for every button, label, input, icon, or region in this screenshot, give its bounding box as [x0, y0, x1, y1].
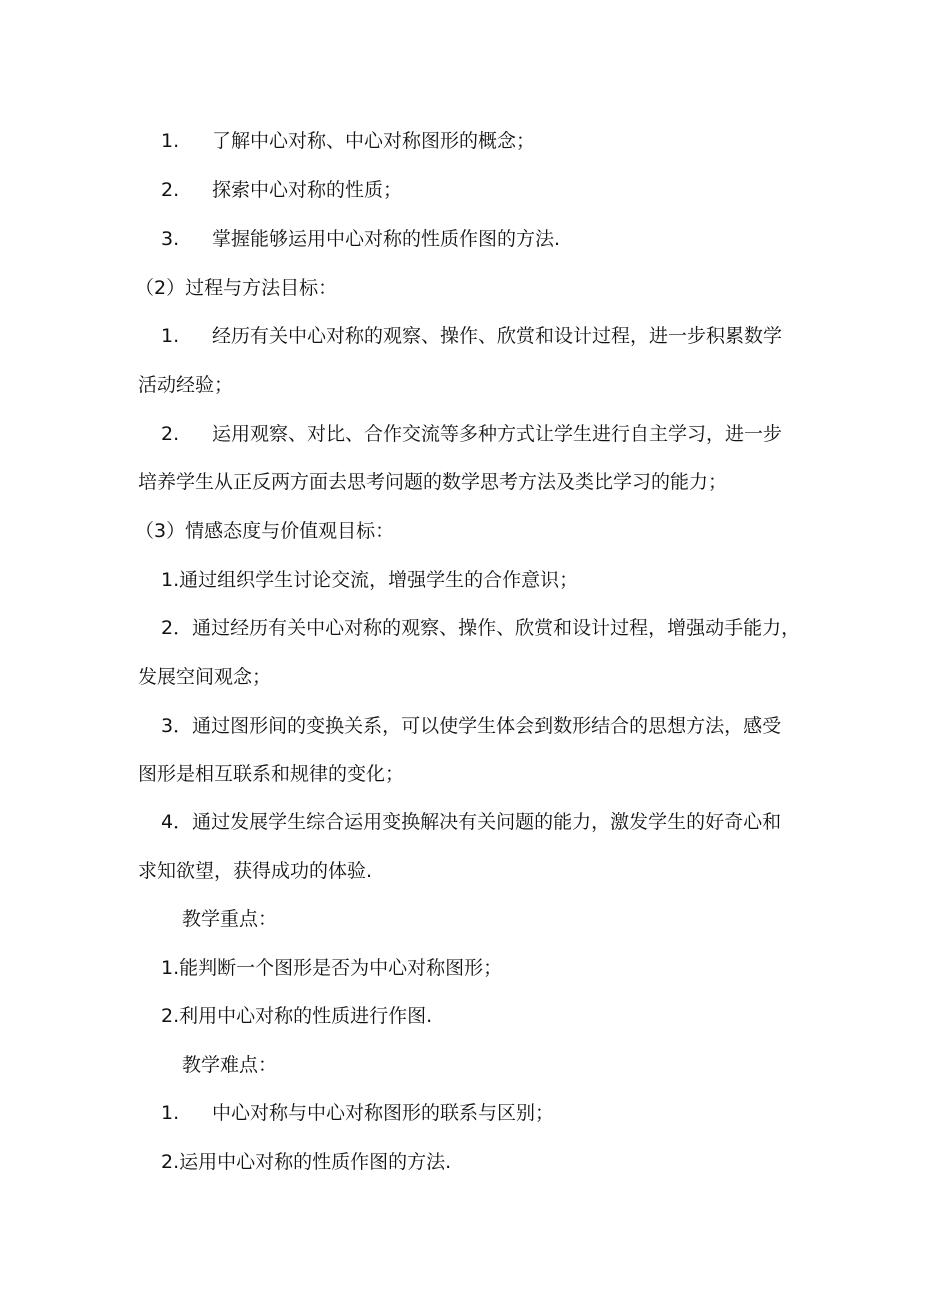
item-text: 4．通过发展学生综合运用变换解决有关问题的能力，激发学生的好奇心和 — [161, 811, 782, 833]
item-text: 经历有关中心对称的观察、操作、欣赏和设计过程，进一步积累数学 — [212, 325, 783, 347]
item-text: 了解中心对称、中心对称图形的概念； — [212, 130, 536, 152]
item-number: 1. — [161, 325, 180, 347]
item-text: 1.通过组织学生讨论交流，增强学生的合作意识； — [161, 569, 579, 591]
item-number: 2. — [161, 179, 180, 201]
heading-text: （2）过程与方法目标： — [135, 277, 338, 299]
heading-text: （3）情感态度与价值观目标： — [135, 520, 395, 542]
item-text: 求知欲望，获得成功的体验. — [138, 860, 373, 882]
item-number: 2. — [161, 423, 180, 445]
item-text: 运用观察、对比、合作交流等多种方式让学生进行自主学习，进一步 — [212, 423, 783, 445]
item-number: 3. — [161, 228, 180, 250]
item-text: 活动经验； — [138, 374, 234, 396]
item-text: 发展空间观念； — [138, 666, 272, 688]
item-text: 2.运用中心对称的性质作图的方法. — [161, 1151, 452, 1173]
item-text: 2．通过经历有关中心对称的观察、操作、欣赏和设计过程，增强动手能力， — [161, 617, 801, 639]
item-text: 图形是相互联系和规律的变化； — [138, 763, 405, 785]
item-number: 1. — [161, 130, 180, 152]
item-text: 培养学生从正反两方面去思考问题的数学思考方法及类比学习的能力； — [138, 471, 728, 493]
item-text: 中心对称与中心对称图形的联系与区别； — [212, 1102, 555, 1124]
item-number: 1. — [161, 1102, 180, 1124]
heading-text: 教学重点： — [182, 908, 278, 930]
item-text: 3．通过图形间的变换关系，可以使学生体会到数形结合的思想方法，感受 — [161, 715, 782, 737]
item-text: 掌握能够运用中心对称的性质作图的方法. — [212, 228, 561, 250]
item-text: 1.能判断一个图形是否为中心对称图形； — [161, 957, 503, 979]
item-text: 探索中心对称的性质； — [212, 179, 403, 201]
heading-text: 教学难点： — [182, 1054, 278, 1076]
item-text: 2.利用中心对称的性质进行作图. — [161, 1005, 433, 1027]
